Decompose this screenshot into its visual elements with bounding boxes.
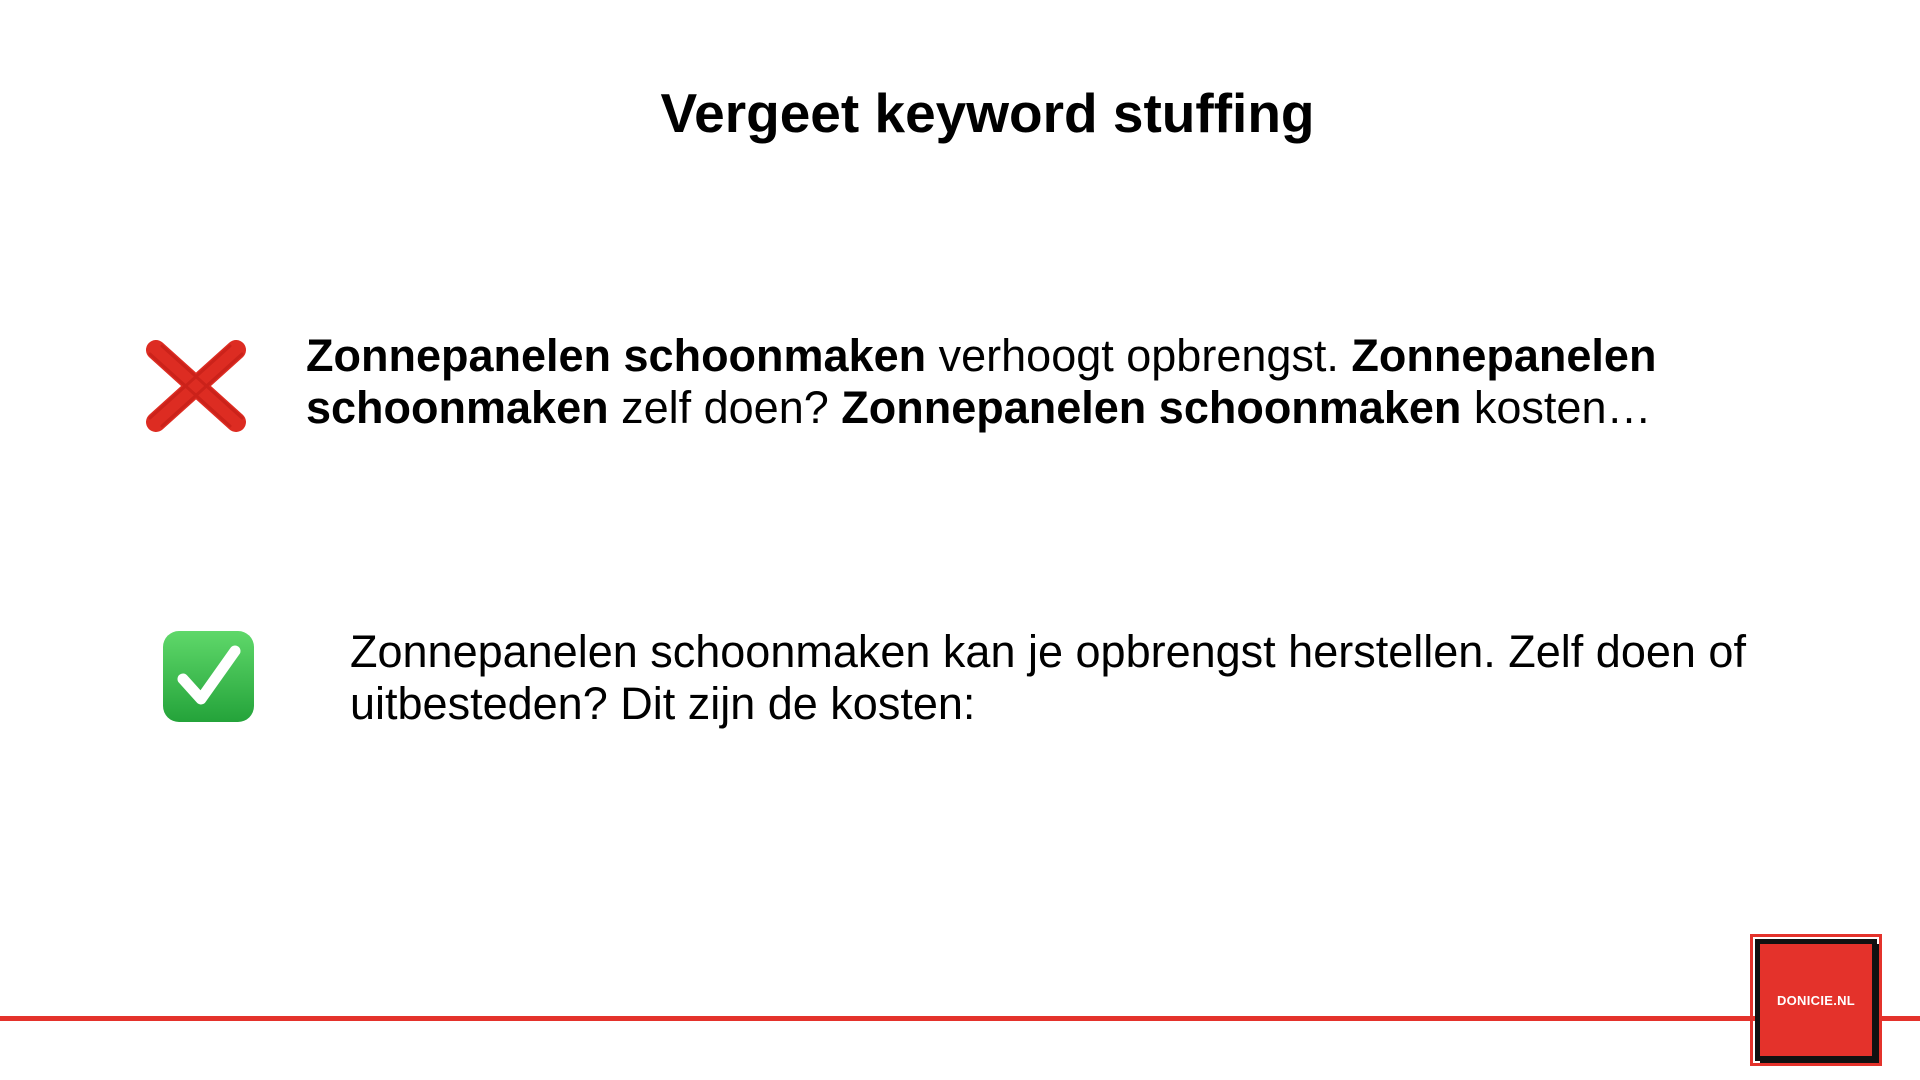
bad-text-segment-6: kosten… <box>1461 382 1652 433</box>
logo-outline <box>1750 934 1882 1066</box>
bad-example-row <box>0 330 1920 440</box>
slide-title: Vergeet keyword stuffing <box>660 82 1315 144</box>
footer-divider <box>0 1016 1920 1021</box>
bad-text-keyword-2: Zonnepanelen schoonmaken <box>306 330 1657 433</box>
good-example-row <box>0 622 1920 734</box>
bad-text-segment-2: verhoogt opbrengst. <box>926 330 1352 381</box>
check-mark-button-icon <box>161 629 256 724</box>
logo-text: DONICIE.NL <box>1776 992 1856 1008</box>
bad-example-text <box>306 330 1846 434</box>
bad-text-segment-4: zelf doen? <box>608 382 842 433</box>
bad-text-keyword-3: Zonnepanelen schoonmaken <box>841 382 1462 433</box>
bad-text-keyword-1: Zonnepanelen schoonmaken <box>306 330 927 381</box>
good-example-text: Zonnepanelen schoonmaken kan je opbrengst herstellen. Zelf doen of uitbesteden? Dit zijn de kosten: <box>350 626 1746 729</box>
cross-mark-icon <box>144 340 248 432</box>
donicie-logo <box>1755 939 1877 1061</box>
